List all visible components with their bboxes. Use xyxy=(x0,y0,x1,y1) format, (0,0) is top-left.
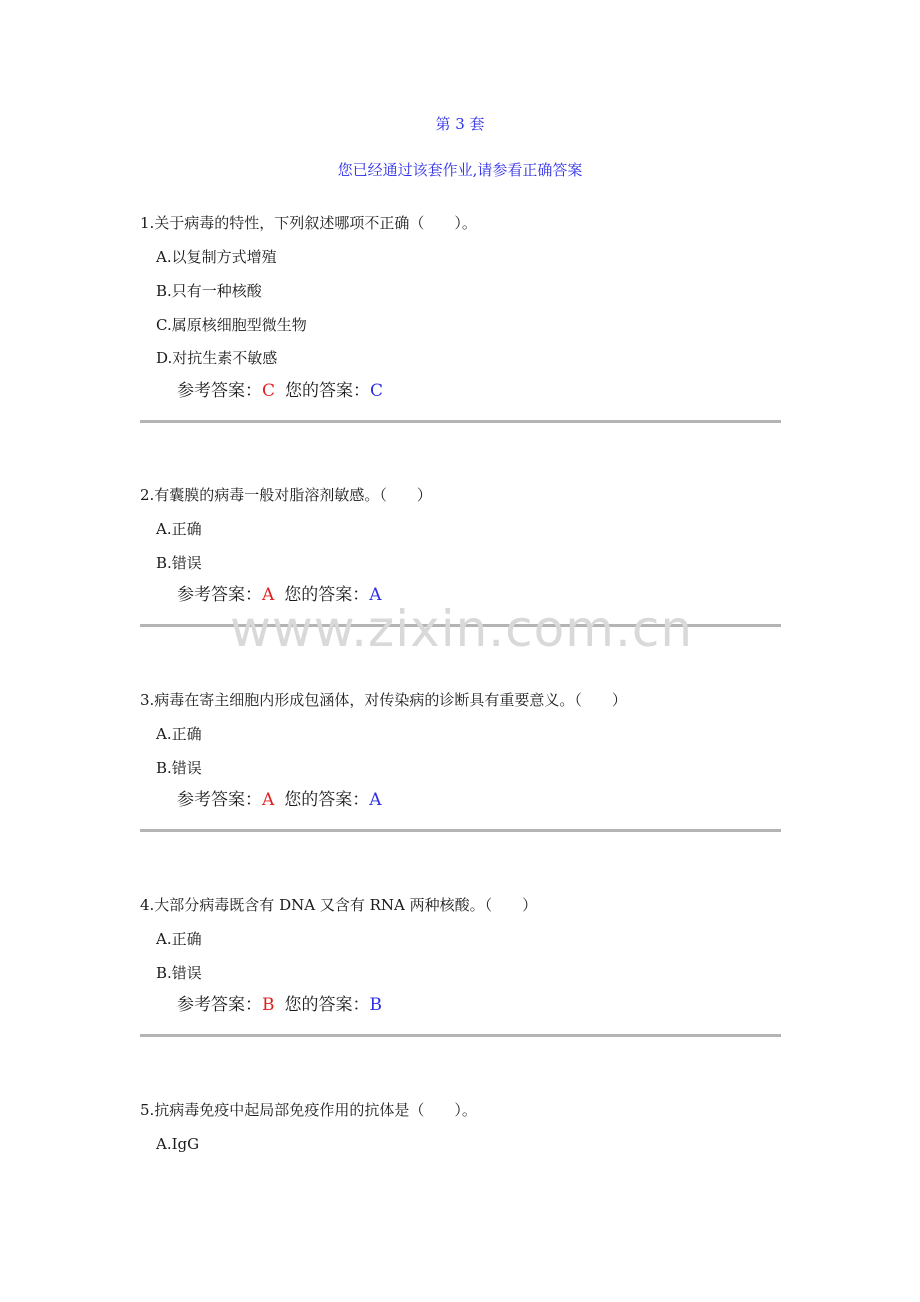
your-answer-value: A xyxy=(369,790,382,810)
reference-answer-value: B xyxy=(262,995,275,1015)
divider xyxy=(140,1034,781,1037)
question-1 xyxy=(140,213,782,401)
your-answer-label: 您的答案： xyxy=(284,790,370,810)
reference-answer-label: 参考答案： xyxy=(177,790,262,810)
reference-answer-value: A xyxy=(262,790,275,810)
question-text: 4.大部分病毒既含有 DNA 又含有 RNA 两种核酸。（ ） xyxy=(140,896,538,914)
question-3 xyxy=(140,690,782,810)
question-2 xyxy=(140,485,782,605)
question-text: 1.关于病毒的特性，下列叙述哪项不正确（ ）。 xyxy=(140,214,477,232)
divider xyxy=(140,829,781,832)
reference-answer-label: 参考答案： xyxy=(177,585,262,605)
option-d[interactable]: D.对抗生素不敏感 xyxy=(156,349,278,367)
question-5 xyxy=(140,1100,782,1153)
option-b[interactable]: B.错误 xyxy=(156,964,202,982)
option-b[interactable]: B.只有一种核酸 xyxy=(156,282,262,300)
divider xyxy=(140,420,781,423)
question-text: 2.有囊膜的病毒一般对脂溶剂敏感。（ ） xyxy=(140,486,432,504)
your-answer-value: A xyxy=(369,585,382,605)
reference-answer-label: 参考答案： xyxy=(177,381,262,401)
option-a[interactable]: A.正确 xyxy=(156,725,202,743)
option-a[interactable]: A.正确 xyxy=(156,520,202,538)
option-a[interactable]: A.正确 xyxy=(156,930,202,948)
question-text: 3.病毒在寄主细胞内形成包涵体，对传染病的诊断具有重要意义。（ ） xyxy=(140,691,627,709)
your-answer-label: 您的答案： xyxy=(284,995,370,1015)
your-answer-value: C xyxy=(370,381,384,401)
option-a[interactable]: A.IgG xyxy=(156,1135,200,1153)
question-4 xyxy=(140,895,782,1015)
reference-answer-label: 参考答案： xyxy=(177,995,262,1015)
question-text: 5.抗病毒免疫中起局部免疫作用的抗体是（ ）。 xyxy=(140,1101,477,1119)
answer-line xyxy=(177,380,383,402)
answer-line xyxy=(177,994,382,1016)
option-b[interactable]: B.错误 xyxy=(156,759,202,777)
your-answer-label: 您的答案： xyxy=(285,381,371,401)
option-a[interactable]: A.以复制方式增殖 xyxy=(156,248,277,266)
reference-answer-value: A xyxy=(262,585,275,605)
your-answer-label: 您的答案： xyxy=(284,585,370,605)
your-answer-value: B xyxy=(369,995,382,1015)
set-title: 第 3 套 xyxy=(435,115,485,133)
option-c[interactable]: C.属原核细胞型微生物 xyxy=(156,316,307,334)
completion-notice: 您已经通过该套作业,请参看正确答案 xyxy=(337,161,583,179)
option-b[interactable]: B.错误 xyxy=(156,554,202,572)
reference-answer-value: C xyxy=(262,381,276,401)
watermark: www.zixin.com.cn xyxy=(230,600,694,658)
answer-line xyxy=(177,789,382,811)
